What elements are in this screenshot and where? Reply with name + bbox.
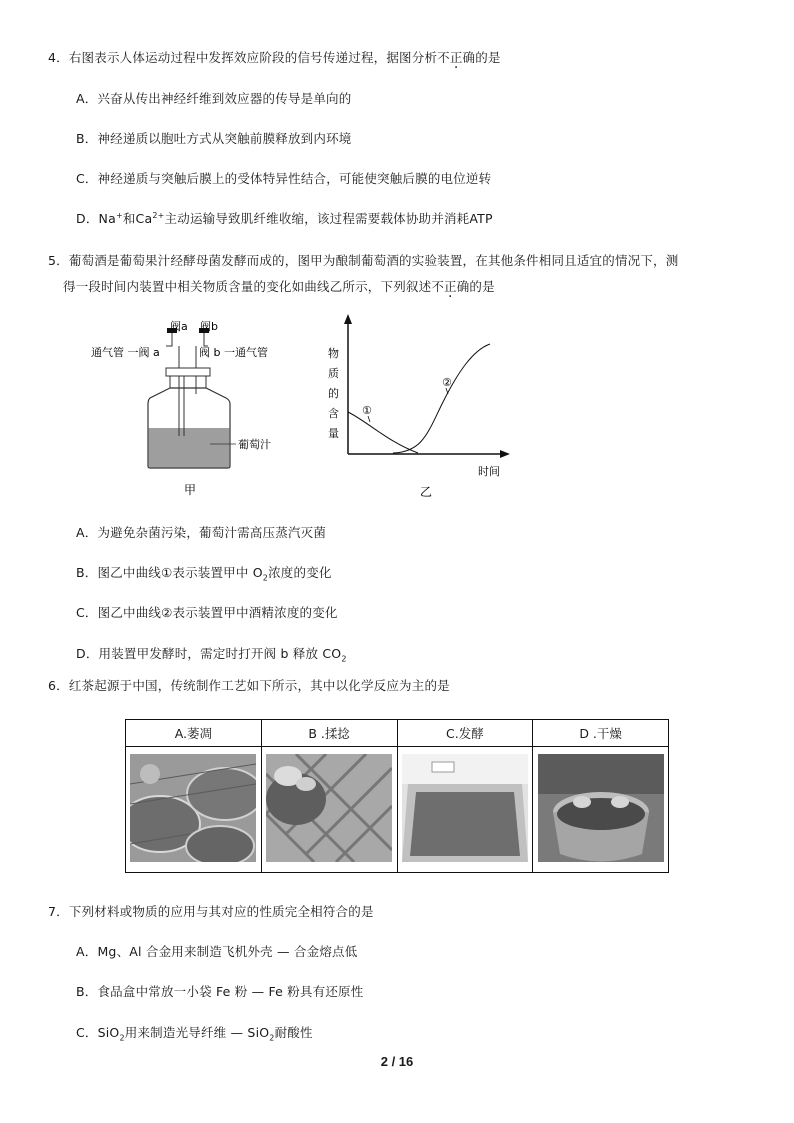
- q4-option-d: D．Na+和$Ca^{2+}$主动运输导致肌纤维收缩，该过程需要载体协助并消耗ATP: [76, 210, 493, 226]
- drying-tea-photo: [538, 754, 664, 862]
- curve-figure: [318, 312, 518, 507]
- right-tube-label: 阀 b 一通气管: [199, 346, 268, 359]
- q4-option-a: A．兴奋从传出神经纤维到效应器的传导是单向的: [76, 91, 352, 106]
- y-axis-char-2: 质: [328, 367, 339, 380]
- q6-stem: 6．红茶起源于中国，传统制作工艺如下所示，其中以化学反应为主的是: [48, 678, 450, 693]
- valve-a-label: 阀a: [170, 320, 188, 333]
- y-axis-char-4: 含: [328, 407, 339, 420]
- q5-option-b: B．图乙中曲线①表示装置甲中 $O_2$浓度的变化: [76, 565, 332, 583]
- page-number: 2 / 16: [380, 1054, 414, 1069]
- curve-1: [348, 412, 418, 453]
- header-drying: D .干燥: [533, 720, 669, 747]
- tea-process-table: [125, 719, 669, 873]
- header-fermentation: C.发酵: [397, 720, 533, 747]
- fermenting-tea-photo: [402, 754, 528, 862]
- header-withering: A.萎凋: [126, 720, 262, 747]
- y-axis-char-3: 的: [328, 387, 339, 400]
- valve-b-label: 阀b: [200, 320, 218, 333]
- withering-tea-photo: [130, 754, 256, 862]
- q7-option-c: C．SiO$_2$用来制造光导纤维 — SiO$_2$耐酸性: [76, 1025, 313, 1043]
- q4-emphasis: 不正确: [437, 50, 476, 65]
- q5-emphasis: 不正确: [431, 279, 470, 294]
- q5-stem-line2: 得一段时间内装置中相关物质含量的变化如曲线乙所示，下列叙述不正确的是: [63, 279, 495, 294]
- q5-option-d: D．用装置甲发酵时，需定时打开阀 b 释放 $CO_2$: [76, 646, 347, 664]
- y-axis-char-1: 物: [328, 347, 339, 360]
- header-rolling: B .揉捻: [261, 720, 397, 747]
- x-axis-label: 时间: [478, 465, 500, 478]
- curve-2-label: ②: [442, 376, 452, 389]
- curve-2: [393, 344, 490, 453]
- q5-option-a: A．为避免杂菌污染，葡萄汁需高压蒸汽灭菌: [76, 525, 327, 540]
- q5-option-c: C．图乙中曲线②表示装置甲中酒精浓度的变化: [76, 605, 338, 620]
- q7-option-a: A．Mg、Al 合金用来制造飞机外壳 — 合金熔点低: [76, 944, 358, 959]
- curve-1-label: ①: [362, 404, 372, 417]
- grape-juice-label: 葡萄汁: [238, 438, 271, 451]
- q4-stem: 4．右图表示人体运动过程中发挥效应阶段的信号传递过程，据图分析不正确的是: [48, 50, 501, 65]
- figure-jia-caption: 甲: [184, 483, 197, 497]
- q4-option-b: B．神经递质以胞吐方式从突触前膜释放到内环境: [76, 131, 352, 146]
- q7-stem: 7．下列材料或物质的应用与其对应的性质完全相符合的是: [48, 904, 374, 919]
- q7-option-b: B．食品盒中常放一小袋 Fe 粉 — Fe 粉具有还原性: [76, 984, 364, 999]
- q5-stem-line1: 5．葡萄酒是葡萄果汁经酵母菌发酵而成的，图甲为酿制葡萄酒的实验装置，在其他条件相同且适宜的情况下，测: [48, 253, 679, 268]
- rolling-tea-photo: [266, 754, 392, 862]
- fermentation-apparatus-figure: [86, 316, 316, 506]
- y-axis-char-5: 量: [328, 427, 339, 440]
- left-tube-label: 通气管 一阀 a: [91, 346, 160, 359]
- figure-yi-caption: 乙: [420, 485, 433, 499]
- q4-option-c: C．神经递质与突触后膜上的受体特异性结合，可能使突触后膜的电位逆转: [76, 171, 492, 186]
